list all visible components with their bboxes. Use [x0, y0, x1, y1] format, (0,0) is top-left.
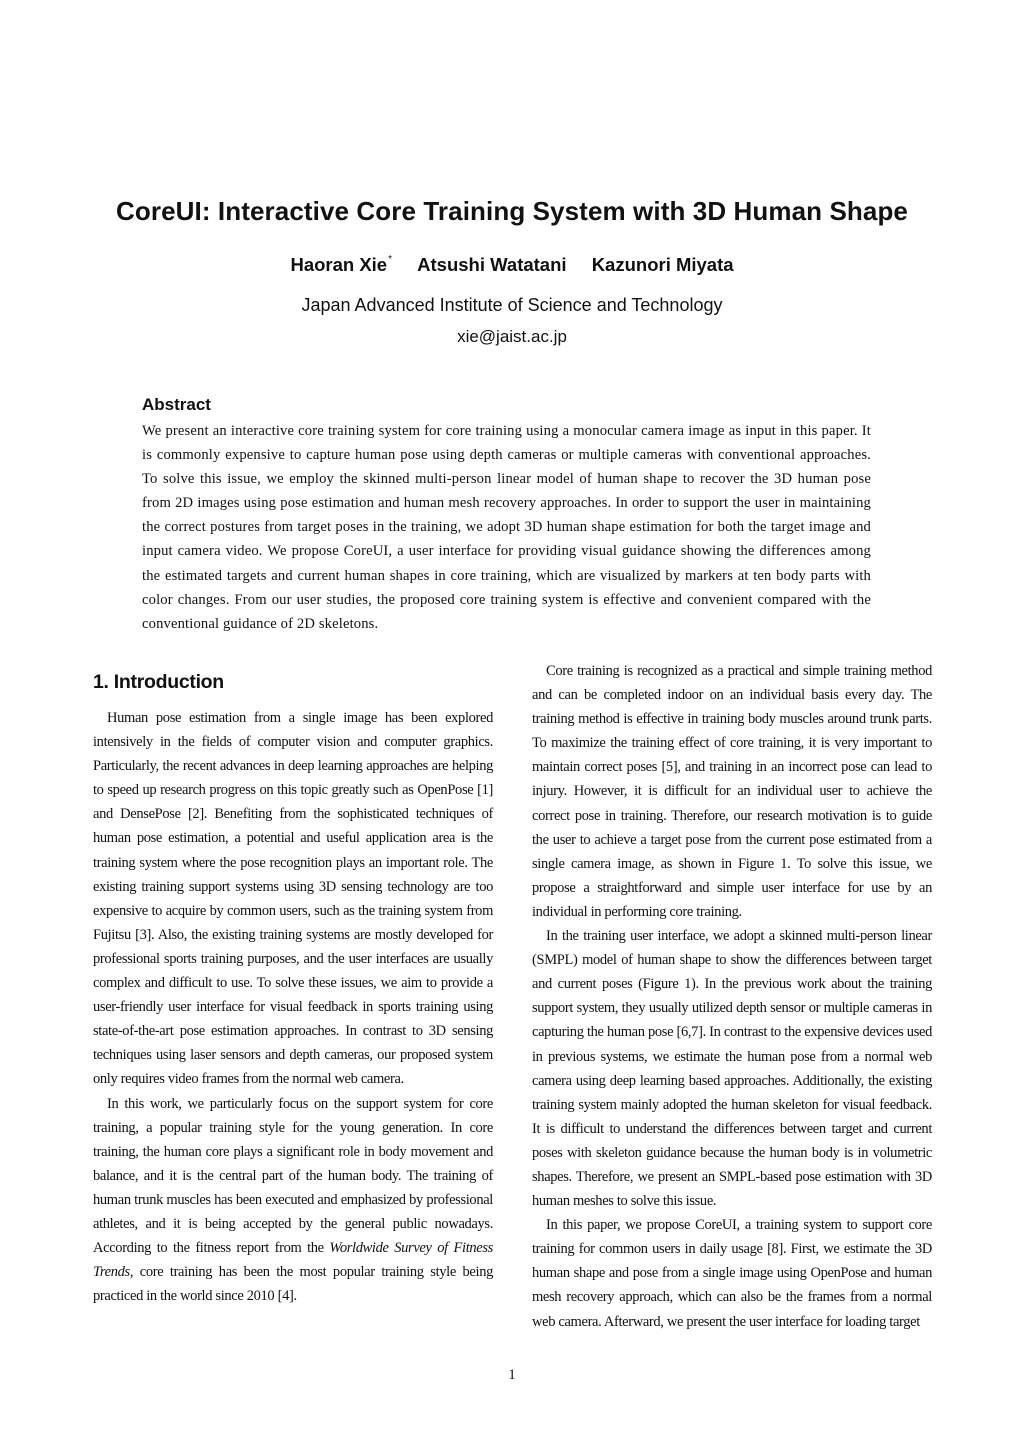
intro-paragraph-2: [93, 1092, 493, 1309]
corresponding-author-mark: *: [388, 254, 393, 265]
affiliation: Japan Advanced Institute of Science and Technology: [301, 295, 723, 315]
page-number: 1: [508, 1367, 516, 1383]
author-2: Atsushi Watatani: [417, 254, 567, 275]
right-column: [532, 659, 932, 1334]
section-heading-introduction: 1. Introduction: [93, 671, 224, 693]
abstract-text: We present an interactive core training system for core training using a monocular camera image as input in this paper. It is commonly expensive to capture human pose using depth cameras or multiple cameras with conventional approaches. To solve this issue, we employ the skinned multi-person linear model of human shape to recover the 3D human pose from 2D images using pose estimation and human mesh recovery approaches. In order to support the user in maintaining the correct postures from target poses in the training, we adopt 3D human shape estimation for both the target image and input camera video. We propose CoreUI, a user interface for providing visual guidance showing the differences among the estimated targets and current human shapes in core training, which are visualized by markers at ten body parts with color changes. From our user studies, the proposed core training system is effective and convenient compared with the conventional guidance of 2D skeletons.: [142, 423, 871, 632]
intro-paragraph-4: In the training user interface, we adopt a skinned multi-person linear (SMPL) model of human shape to show the differences between target and current poses (Figure 1). In the previous work about the training support system, they usually utilized depth sensor or multiple cameras in capturing the human pose [6,7]. In contrast to the expensive devices used in previous systems, we estimate the human pose from a normal web camera using deep learning based approaches. Additionally, the existing training system mainly adopted the human skeleton for visual feedback. It is difficult to understand the differences between target and current poses with skeleton guidance because the human body is in volumetric shapes. Therefore, we present an SMPL-based pose estimation with 3D human meshes to solve this issue.: [532, 928, 932, 1210]
intro-paragraph-2-text: In this work, we particularly focus on the support system for core training, a popular training style for the young generation. In core training, the human core plays a significant role in body movement and balance, and it is the central part of the human body. The training of human trunk muscles has been executed and emphasized by professional athletes, and it is being accepted by the general public nowadays. According to the fitness report from the: [93, 1095, 493, 1257]
intro-paragraph-2-end: , core training has been the most popular training style being practiced in the world since 2010 [4].: [93, 1264, 493, 1305]
intro-paragraph-3: Core training is recognized as a practical and simple training method and can be completed indoor on an individual basis every day. The training method is effective in training body muscles around trunk parts. To maximize the training effect of core training, it is very important to maintain correct poses [5], and training in an incorrect pose can lead to injury. However, it is difficult for an individual user to achieve the correct pose in training. Therefore, our research motivation is to guide the user to achieve a target pose from the current pose estimated from a single camera image, as shown in Figure 1. To solve this issue, we propose a straightforward and simple user interface for use by an individual in performing core training.: [532, 663, 932, 920]
author-list: [0, 254, 1024, 276]
fitness-survey-title: Worldwide Survey of Fitness Trends: [93, 1240, 493, 1281]
paper-title: CoreUI: Interactive Core Training System with 3D Human Shape: [116, 196, 908, 226]
intro-paragraph-5: In this paper, we propose CoreUI, a training system to support core training for common users in daily usage [8]. First, we estimate the 3D human shape and pose from a single image using OpenPose and human mesh recovery approach, which can also be the frames from a normal web camera. Afterward, we present the user interface for loading target: [532, 1217, 932, 1330]
abstract-heading: Abstract: [142, 395, 211, 414]
author-email: xie@jaist.ac.jp: [457, 327, 567, 346]
author-3: Kazunori Miyata: [591, 254, 734, 275]
author-1-name: Haoran Xie: [290, 254, 388, 275]
intro-paragraph-1: Human pose estimation from a single image has been explored intensively in the fields of computer vision and computer graphics. Particularly, the recent advances in deep learning approaches are helping to speed up research progress on this topic greatly such as OpenPose [1] and DensePose [2]. Benefiting from the sophisticated techniques of human pose estimation, a potential and useful application area is the training system where the pose recognition plays an important role. The existing training support systems using 3D sensing technology are too expensive to acquire by common users, such as the training system from Fujitsu [3]. Also, the existing training systems are mostly developed for professional sports training purposes, and the user interfaces are usually complex and difficult to use. To solve these issues, we aim to provide a user-friendly user interface for visual feedback in sports training using state-of-the-art pose estimation approaches. In contrast to 3D sensing techniques using laser sensors and depth cameras, our proposed system only requires video frames from the normal web camera.: [93, 710, 493, 1088]
left-column: [93, 706, 493, 1308]
author-1: [290, 254, 392, 276]
